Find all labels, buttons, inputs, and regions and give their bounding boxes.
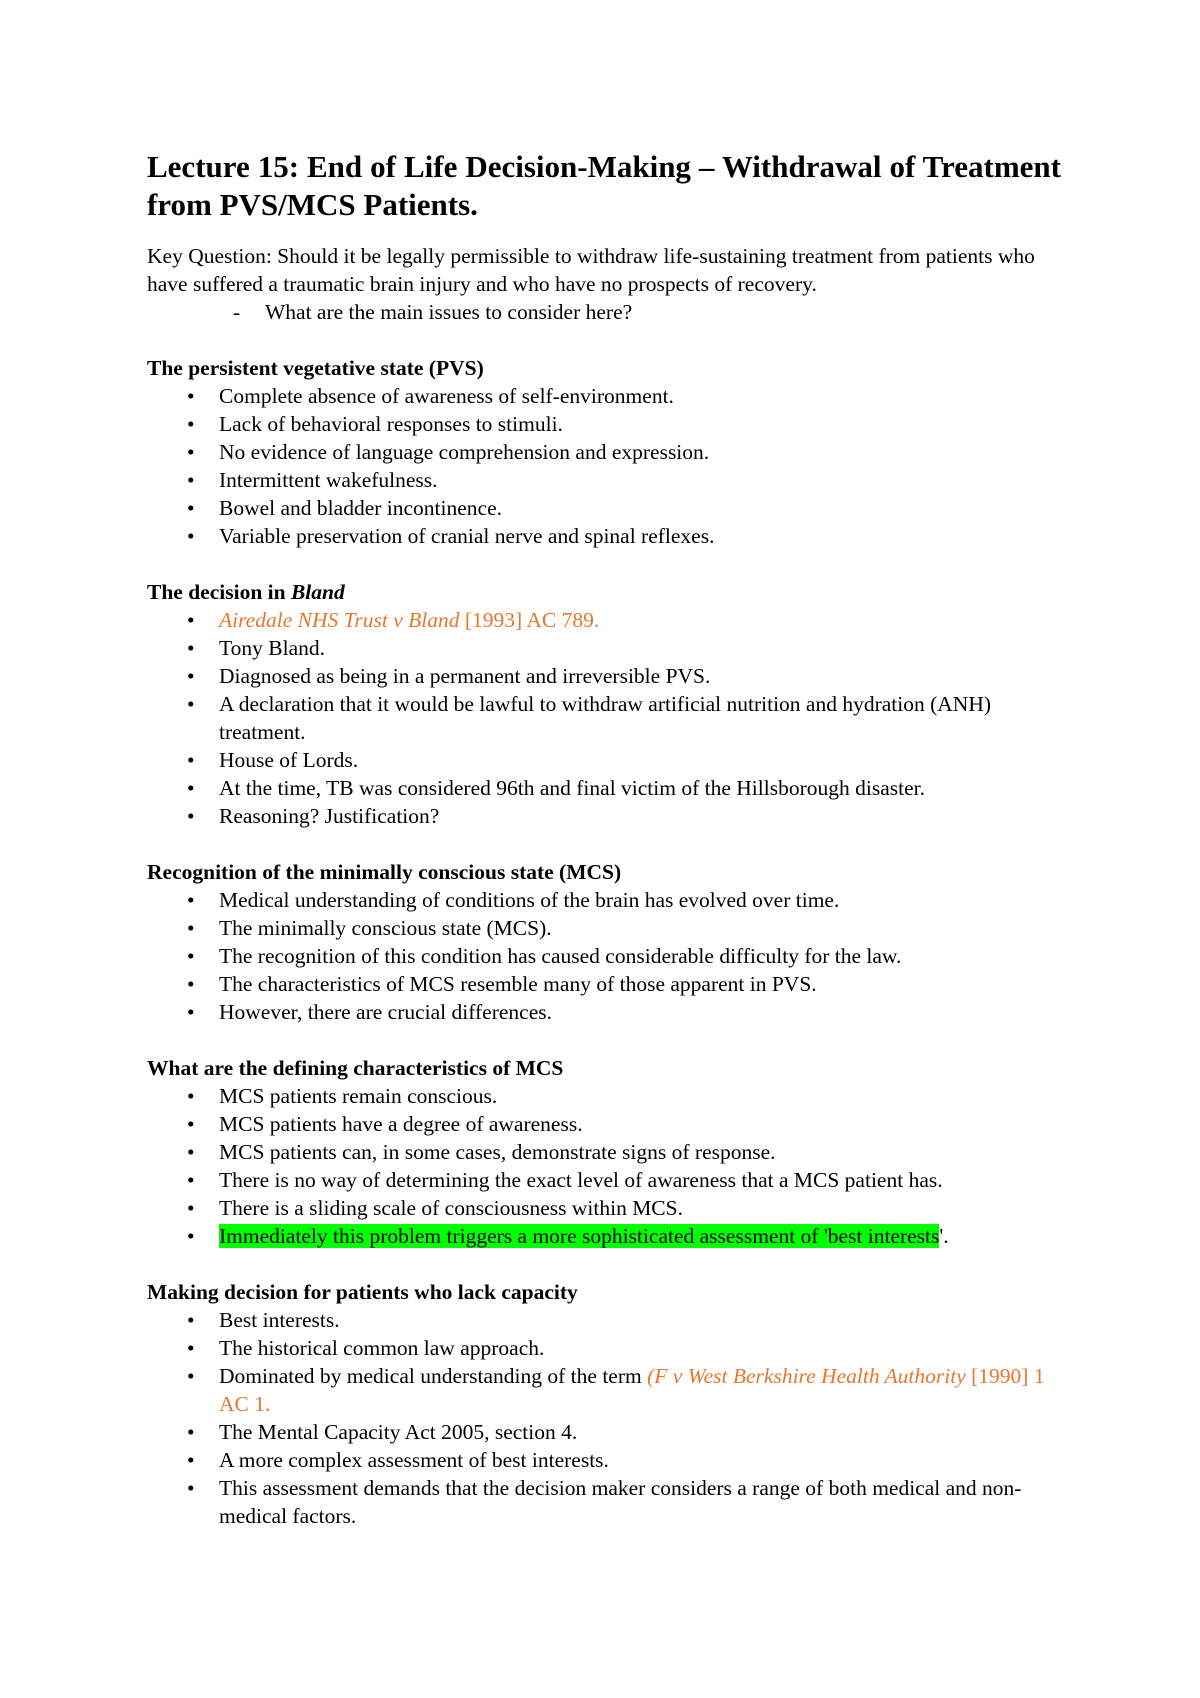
section-pvs [147, 354, 1061, 550]
list-item: • The recognition of this condition has caused considerable difficulty for the law. [147, 942, 1061, 970]
section-heading-capacity: Making decision for patients who lack capacity [147, 1280, 578, 1304]
bullet-marker: • [187, 412, 195, 436]
list-item: • This assessment demands that the decision maker considers a range of both medical and non-medical factors. [147, 1474, 1061, 1530]
bullet-marker: • [187, 496, 195, 520]
bullet-marker: • [187, 468, 195, 492]
bullet-marker: • [187, 1476, 195, 1500]
list-item: • Reasoning? Justification? [147, 802, 1061, 830]
bullet-marker: • [187, 1112, 195, 1136]
sub-question [147, 298, 1061, 326]
case-citation: Airedale NHS Trust v Bland [1993] AC 789. [219, 608, 600, 632]
sub-question-text: What are the main issues to consider here? [265, 300, 633, 324]
list-item: • However, there are crucial differences. [147, 998, 1061, 1026]
bullet-marker: • [187, 776, 195, 800]
list-item: • Variable preservation of cranial nerve and spinal reflexes. [147, 522, 1061, 550]
list-item: • At the time, TB was considered 96th and final victim of the Hillsborough disaster. [147, 774, 1061, 802]
list-item: • Medical understanding of conditions of the brain has evolved over time. [147, 886, 1061, 914]
section-capacity [147, 1278, 1061, 1530]
list-item: • The Mental Capacity Act 2005, section 4. [147, 1418, 1061, 1446]
list-item: • Dominated by medical understanding of the term (F v West Berkshire Health Authority [1990] 1 AC 1. [147, 1362, 1061, 1418]
bullet-marker: • [187, 1140, 195, 1164]
bullet-marker: • [187, 1448, 195, 1472]
bullet-marker: • [187, 972, 195, 996]
bullet-marker: • [187, 608, 195, 632]
list-item: • Intermittent wakefulness. [147, 466, 1061, 494]
section-mcs-defining [147, 1054, 1061, 1250]
bullet-marker: • [187, 916, 195, 940]
capacity-list [147, 1306, 1061, 1530]
mcs-recognition-list [147, 886, 1061, 1026]
bullet-marker: • [187, 636, 195, 660]
bullet-marker: • [187, 1364, 195, 1388]
bullet-marker: • [187, 440, 195, 464]
document-title: Lecture 15: End of Life Decision-Making – Withdrawal of Treatment from PVS/MCS Patients. [147, 149, 1061, 222]
bullet-marker: • [187, 1000, 195, 1024]
bullet-marker: • [187, 944, 195, 968]
list-item: • A more complex assessment of best interests. [147, 1446, 1061, 1474]
case-citation: (F v West Berkshire Health Authority [1990] 1 AC 1. [219, 1364, 1045, 1416]
list-item: • The historical common law approach. [147, 1334, 1061, 1362]
bullet-marker: • [187, 1196, 195, 1220]
section-heading-bland: The decision in Bland [147, 580, 345, 604]
bullet-marker: • [187, 888, 195, 912]
list-item: • No evidence of language comprehension and expression. [147, 438, 1061, 466]
list-item: • MCS patients have a degree of awareness. [147, 1110, 1061, 1138]
list-item: • There is a sliding scale of consciousness within MCS. [147, 1194, 1061, 1222]
list-item: • The minimally conscious state (MCS). [147, 914, 1061, 942]
list-item: • MCS patients can, in some cases, demonstrate signs of response. [147, 1138, 1061, 1166]
section-bland [147, 578, 1061, 830]
list-item: • A declaration that it would be lawful to withdraw artificial nutrition and hydration (ANH) treatment. [147, 690, 1061, 746]
list-item: • Bowel and bladder incontinence. [147, 494, 1061, 522]
list-item [147, 606, 1061, 634]
key-question: Key Question: Should it be legally permissible to withdraw life-sustaining treatment from patients who have suffered a traumatic brain injury and who have no prospects of recovery. [147, 244, 1035, 296]
list-item: • The characteristics of MCS resemble many of those apparent in PVS. [147, 970, 1061, 998]
list-item: • Lack of behavioral responses to stimuli. [147, 410, 1061, 438]
list-item: • Diagnosed as being in a permanent and irreversible PVS. [147, 662, 1061, 690]
bullet-marker: • [187, 1336, 195, 1360]
bullet-marker: • [187, 664, 195, 688]
highlighted-text: Immediately this problem triggers a more sophisticated assessment of 'best interests [219, 1224, 940, 1248]
bullet-marker: • [187, 804, 195, 828]
list-item: • Complete absence of awareness of self-environment. [147, 382, 1061, 410]
bullet-marker: • [187, 748, 195, 772]
bullet-marker: • [187, 1084, 195, 1108]
bullet-marker: • [187, 692, 195, 716]
bullet-marker: • [187, 1168, 195, 1192]
list-item: • Best interests. [147, 1306, 1061, 1334]
heading-case-name: Bland [290, 580, 345, 604]
bullet-marker: • [187, 1308, 195, 1332]
list-item: • Tony Bland. [147, 634, 1061, 662]
mcs-defining-list [147, 1082, 1061, 1250]
section-heading-mcs-recognition: Recognition of the minimally conscious state (MCS) [147, 860, 622, 884]
list-item-highlighted: • Immediately this problem triggers a more sophisticated assessment of 'best interests'. [147, 1222, 1061, 1250]
dash-marker: - [233, 300, 241, 324]
section-heading-pvs: The persistent vegetative state (PVS) [147, 356, 484, 380]
list-item: • MCS patients remain conscious. [147, 1082, 1061, 1110]
bullet-marker: • [187, 524, 195, 548]
bullet-marker: • [187, 1224, 195, 1248]
bullet-marker: • [187, 1420, 195, 1444]
section-mcs-recognition [147, 858, 1061, 1026]
bland-list [147, 606, 1061, 830]
document-page [147, 148, 1061, 1558]
section-heading-mcs-defining: What are the defining characteristics of MCS [147, 1056, 564, 1080]
pvs-list [147, 382, 1061, 550]
list-item: • House of Lords. [147, 746, 1061, 774]
list-item: • There is no way of determining the exact level of awareness that a MCS patient has. [147, 1166, 1061, 1194]
bullet-marker: • [187, 384, 195, 408]
